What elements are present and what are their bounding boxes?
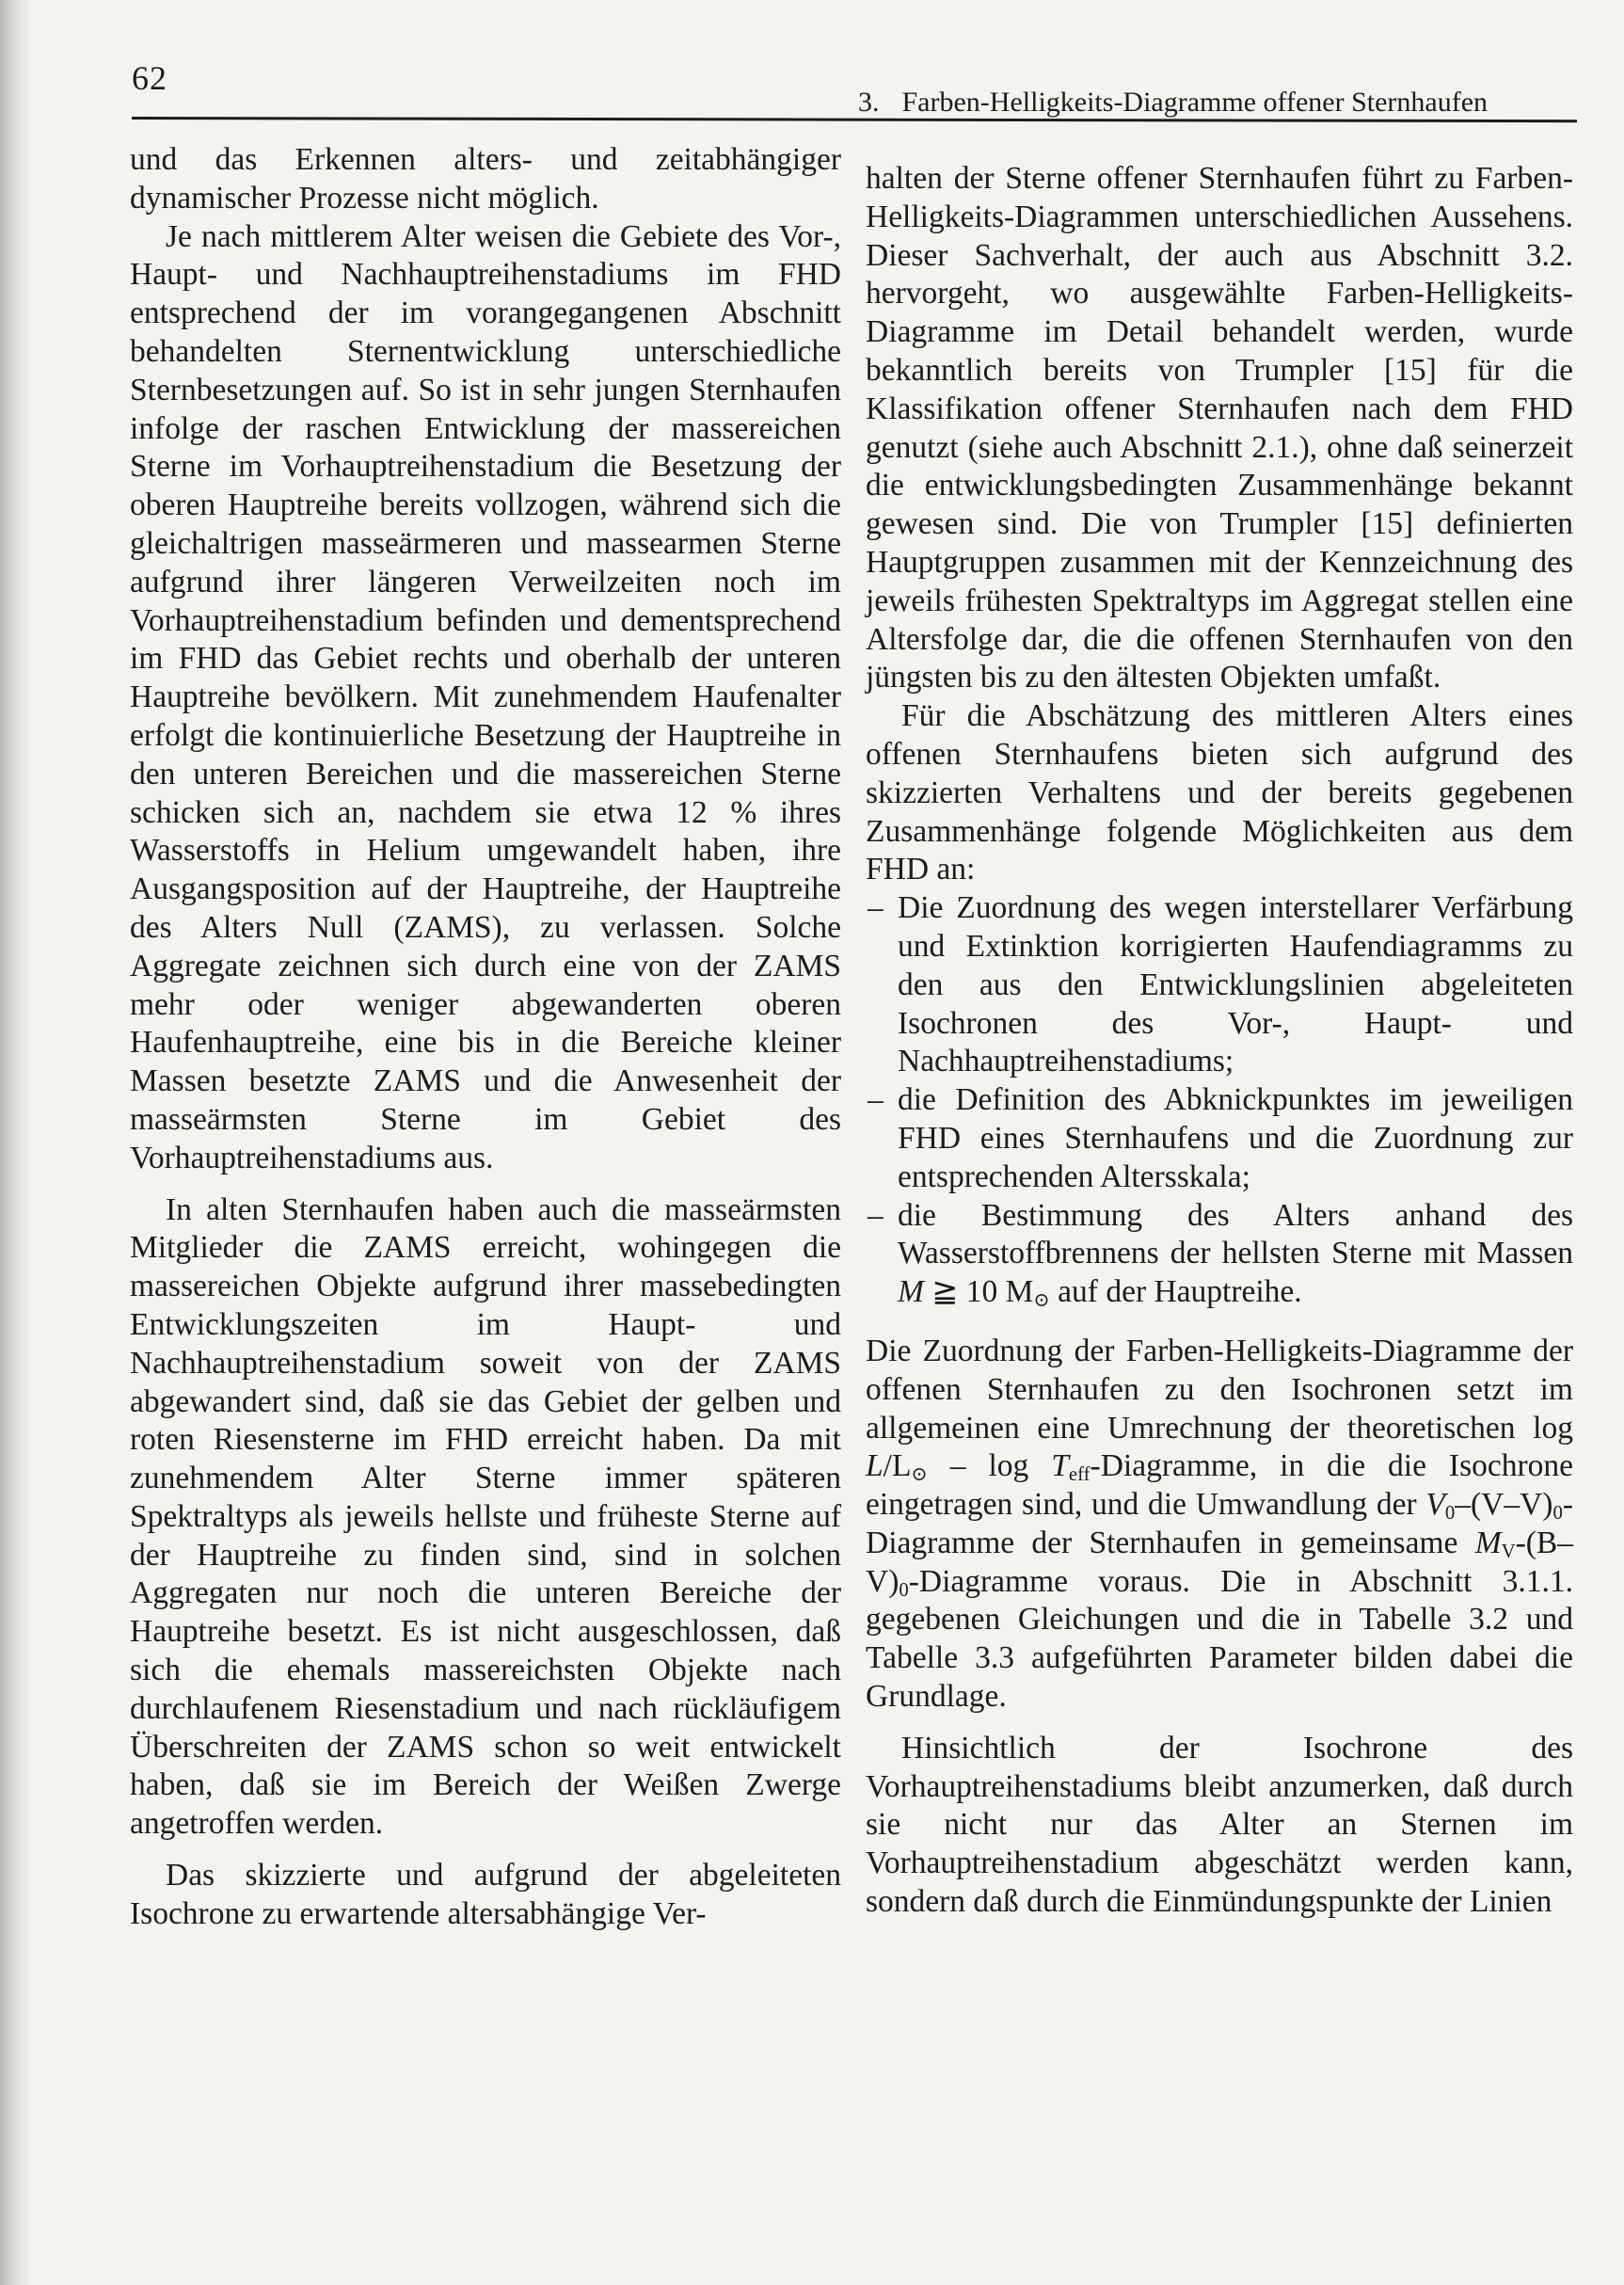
right-column — [866, 160, 1573, 1922]
paragraph: und das Erkennen alters- und zeitabhängiger dynamischer Prozesse nicht möglich. — [130, 142, 841, 216]
list-item: – die Definition des Abknickpunktes im jeweiligen FHD eines Sternhaufens und die Zuordnung zur entsprechenden Altersskala; — [868, 1082, 1573, 1194]
paragraph: Für die Abschätzung des mittleren Alters eines offenen Sternhaufens bieten sich aufgrund des skizzierten Verhaltens und der bereits gegebenen Zusammenhänge folgende Möglichkeiten aus dem FHD an: — [866, 698, 1573, 887]
paragraph: Das skizzierte und aufgrund der abgeleiteten Isochrone zu erwartende altersabhängige Ver- — [130, 1858, 841, 1931]
paragraph: halten der Sterne offener Sternhaufen führt zu Farben-Helligkeits-Diagrammen unterschiedlichen Aussehens. Dieser Sachverhalt, der auch aus Abschnitt 3.2. hervorgeht, wo ausgewählte Farben-Helligkeits-Diagramme im Detail behandelt werden, wurde bekanntlich bereits von Trumpler [15] für die Klassifikation offener Sternhaufen nach dem FHD genutzt (siehe auch Abschnitt 2.1.), ohne daß seinerzeit die entwicklungsbedingten Zusammenhänge bekannt gewesen sind. Die von Trumpler [15] definierten Hauptgruppen zusammen mit der Kennzeichnung des jeweils frühesten Spektraltyps im Aggregat stellen eine Altersfolge dar, die die offenen Sternhaufen von den jüngsten bis zu den ältesten Objekten umfaßt. — [866, 161, 1573, 695]
page-gutter-shadow — [0, 0, 32, 2285]
list-dash: – — [868, 890, 884, 926]
left-column — [130, 141, 841, 1934]
chapter-number: 3. — [858, 87, 880, 118]
paragraph-isochrone-conversion: Die Zuordnung der Farben-Helligkeits-Diagramme der offenen Sternhaufen zu den Isochronen setzt im allgemeinen eine Umrechnung der theoretischen $\log L/L_⊙$ – $\log T_{eff}$-Diagramme, in die die Isochrone eingetragen sind, und die Umwandlung der $V_0-(V-V)_0$-Diagramme der Sternhaufen in gemeinsame $M_V-(B-V)_0$-Diagramme voraus. Die in Abschnitt 3.1.1. gegebenen Gleichungen und die in Tabelle 3.2 und Tabelle 3.3 aufgeführten Parameter bilden dabei die Grundlage. — [866, 1333, 1573, 1715]
list-dash: – — [868, 1197, 884, 1233]
paragraph: Hinsichtlich der Isochrone des Vorhauptreihenstadiums bleibt anzumerken, daß durch sie nicht nur das Alter an Sternen im Vorhauptreihenstadium abgeschätzt werden kann, sondern daß durch die Einmündungspunkte der Linien — [866, 1730, 1573, 1920]
paragraph: In alten Sternhaufen haben auch die masseärmsten Mitglieder die ZAMS erreicht, wohingegen die massereichen Objekte aufgrund ihrer massebedingten Entwicklungszeiten im Haupt- und Nachhauptreihenstadium soweit von der ZAMS abgewandert sind, daß sie das Gebiet der gelben und roten Riesensterne im FHD erreicht haben. Da mit zunehmendem Alter Sterne immer späteren Spektraltyps als jeweils hellste und früheste Sterne auf der Hauptreihe zu finden sind, sind in solchen Aggregaten nur noch die unteren Bereiche der Hauptreihe besetzt. Es ist nicht ausgeschlossen, daß sich die ehemals massereichsten Objekte nach durchlaufenem Riesenstadium und nach rückläufigem Überschreiten der ZAMS schon so weit entwickelt haben, daß sie im Bereich der Weißen Zwerge angetroffen werden. — [130, 1191, 841, 1842]
running-head — [858, 87, 1488, 119]
chapter-title: Farben-Helligkeits-Diagramme offener Sternhaufen — [901, 87, 1489, 118]
method-list — [866, 889, 1573, 1312]
list-item: – die Bestimmung des Alters anhand des Wasserstoffbrennens der hellsten Sterne mit Massen M ≧ 10 $M_⊙$ auf der Hauptreihe. — [868, 1197, 1573, 1312]
page-number: 62 — [132, 59, 167, 97]
list-item: – Die Zuordnung des wegen interstellarer Verfärbung und Extinktion korrigierten Haufendiagramms zu den aus den Entwicklungslinien abgeleiteten Isochronen des Vor-, Haupt- und Nachhauptreihenstadiums; — [868, 890, 1573, 1079]
paragraph: Je nach mittlerem Alter weisen die Gebiete des Vor-, Haupt- und Nachhauptreihenstadiums im FHD entsprechend der im vorangegangenen Abschnitt behandelten Sternentwicklung unterschiedliche Sternbesetzungen auf. So ist in sehr jungen Sternhaufen infolge der raschen Entwicklung der massereichen Sterne im Vorhauptreihenstadium die Besetzung der oberen Hauptreihe bereits vollzogen, während sich die gleichaltrigen masseärmeren und massearmen Sterne aufgrund ihrer längeren Verweilzeiten noch im Vorhauptreihenstadium befinden und dementsprechend im FHD das Gebiet rechts und oberhalb der unteren Hauptreihe bevölkern. Mit zunehmendem Haufenalter erfolgt die kontinuierliche Besetzung der Hauptreihe in den unteren Bereichen und die massereichen Sterne schicken sich an, nachdem sie etwa 12 % ihres Wasserstoffs in Helium umgewandelt haben, ihre Ausgangsposition auf der Hauptreihe, der Hauptreihe des Alters Null (ZAMS), zu verlassen. Solche Aggregate zeichnen sich durch eine von der ZAMS mehr oder weniger abgewanderten oberen Haufenhauptreihe, eine bis in die Bereiche kleiner Massen besetzte ZAMS und die Anwesenheit der masseärmsten Sterne im Gebiet des Vorhauptreihenstadiums aus. — [130, 218, 841, 1175]
list-dash: – — [868, 1082, 884, 1118]
